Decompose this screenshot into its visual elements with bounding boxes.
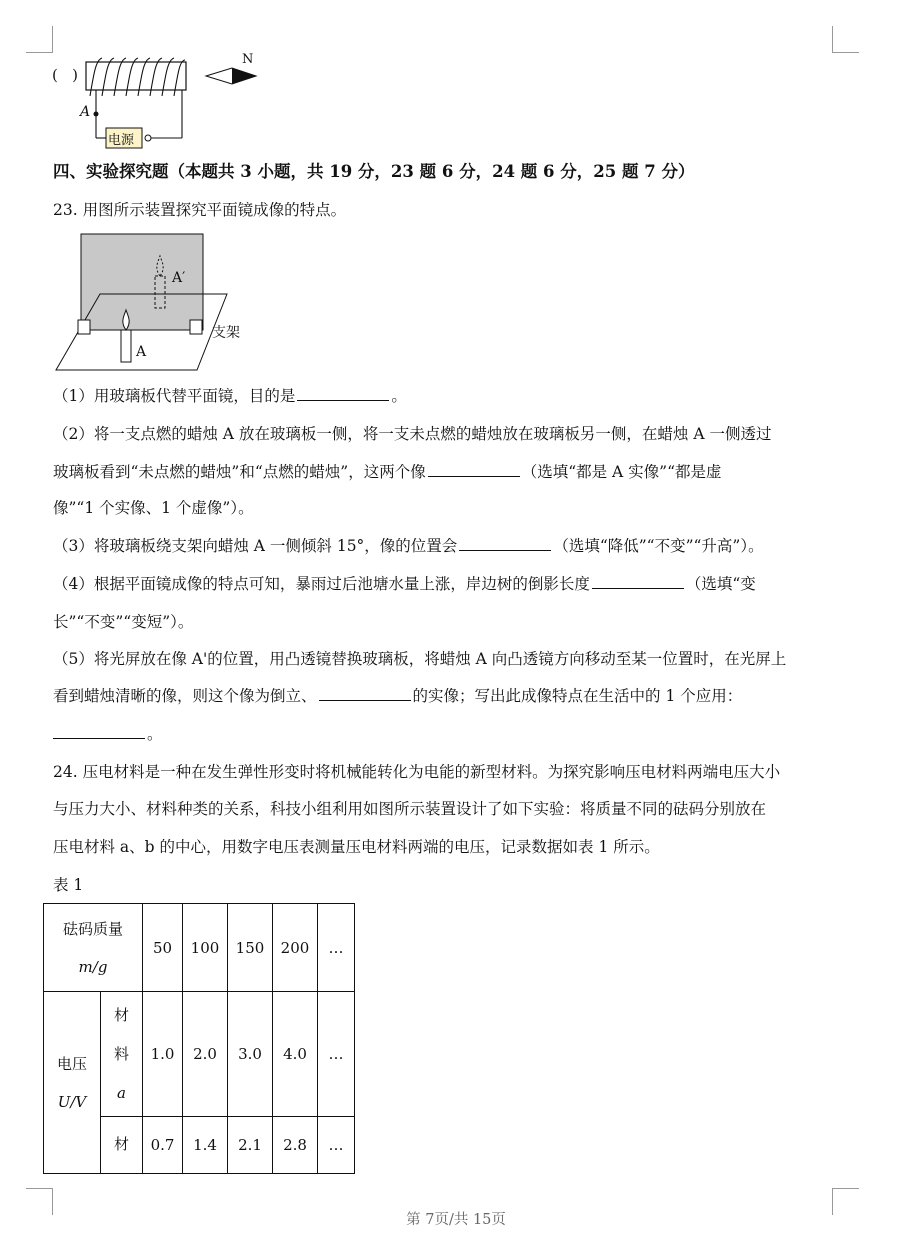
- voltage-b-cell: 0.7: [143, 1117, 183, 1174]
- voltage-b-cell: …: [318, 1117, 355, 1174]
- plane-mirror-figure: [54, 232, 264, 372]
- material-a-cell: 材 料 a: [101, 992, 143, 1117]
- answer-paren: ( ): [52, 66, 79, 84]
- answer-blank-1[interactable]: [297, 386, 389, 401]
- q23-part2-line1: （2）将一支点燃的蜡烛 A 放在玻璃板一侧，将一支未点燃的蜡烛放在玻璃板另一侧，在蜡烛 A 一侧透过: [53, 425, 772, 443]
- q23-part3: （3）将玻璃板绕支架向蜡烛 A 一侧倾斜 15°，像的位置会 （选填“降低”“不变”“升高”）。: [53, 537, 764, 555]
- voltage-a-cell: 3.0: [228, 992, 273, 1117]
- data-table: [43, 903, 355, 1174]
- q23-part2-line2: 玻璃板看到“未点燃的蜡烛”和“点燃的蜡烛”，这两个像 （选填“都是 A 实像”“都是虚: [53, 463, 722, 481]
- corner-mark-top-right: [832, 26, 859, 53]
- solenoid-diagram: [50, 52, 270, 152]
- q24-line1: 24. 压电材料是一种在发生弹性形变时将机械能转化为电能的新型材料。为探究影响压电材料两端电压大小: [53, 763, 781, 781]
- answer-blank-4[interactable]: [592, 574, 684, 589]
- answer-blank-5[interactable]: [319, 686, 411, 701]
- q24-line3: 压电材料 a、b 的中心，用数字电压表测量压电材料两端的电压，记录数据如表 1 所示。: [53, 838, 660, 856]
- mass-cell: 100: [183, 904, 228, 992]
- mass-cell: 200: [273, 904, 318, 992]
- q23-part2-line3: 像”“1 个实像、1 个虚像”）。: [53, 499, 254, 517]
- answer-blank-2[interactable]: [428, 462, 520, 477]
- table-caption: 表 1: [53, 876, 84, 894]
- answer-blank-3[interactable]: [459, 536, 551, 551]
- q23-part5-line1: （5）将光屏放在像 A'的位置，用凸透镜替换玻璃板，将蜡烛 A 向凸透镜方向移动至某一位置时，在光屏上: [53, 650, 787, 668]
- plane-mirror-diagram: [54, 232, 264, 372]
- q23-stem: 23. 用图所示装置探究平面镜成像的特点。: [53, 201, 347, 219]
- mass-cell: 50: [143, 904, 183, 992]
- q23-part1: （1）用玻璃板代替平面镜，目的是 。: [53, 387, 407, 405]
- stand-label: 支架: [212, 325, 240, 341]
- q23-part4-line1: （4）根据平面镜成像的特点可知，暴雨过后池塘水量上涨，岸边树的倒影长度 （选填“变: [53, 575, 756, 593]
- material-b-cell: 材: [101, 1117, 143, 1174]
- power-source-label: 电源: [108, 133, 135, 148]
- voltage-b-cell: 2.1: [228, 1117, 273, 1174]
- corner-mark-top-left: [26, 26, 53, 53]
- terminal-A-label: A: [80, 104, 91, 120]
- page-footer: 第 7页/共 15页: [406, 1212, 506, 1228]
- north-pole-label: N: [242, 52, 254, 67]
- section-heading: 四、实验探究题（本题共 3 小题，共 19 分，23 题 6 分，24 题 6 分，25 题 7 分）: [53, 162, 695, 181]
- voltage-b-cell: 2.8: [273, 1117, 318, 1174]
- voltage-header-cell: 电压 U/V: [44, 992, 101, 1174]
- voltage-a-cell: 4.0: [273, 992, 318, 1117]
- mass-header-cell: 砝码质量 m/g: [44, 904, 143, 992]
- mass-cell: 150: [228, 904, 273, 992]
- voltage-a-cell: …: [318, 992, 355, 1117]
- q23-part5-line3: 。: [53, 724, 163, 744]
- voltage-a-cell: 2.0: [183, 992, 228, 1117]
- candle-A-label: A: [136, 344, 147, 360]
- answer-blank-6[interactable]: [53, 724, 145, 739]
- voltage-a-cell: 1.0: [143, 992, 183, 1117]
- solenoid-figure: [50, 52, 270, 152]
- mass-cell: …: [318, 904, 355, 992]
- image-A-prime-label: A′: [172, 270, 186, 286]
- q24-line2: 与压力大小、材料种类的关系，科技小组利用如图所示装置设计了如下实验：将质量不同的砝码分别放在: [53, 800, 767, 818]
- q23-part5-line2: 看到蜡烛清晰的像，则这个像为倒立、 的实像；写出此成像特点在生活中的 1 个应用：: [53, 687, 743, 705]
- voltage-b-cell: 1.4: [183, 1117, 228, 1174]
- q23-part4-line2: 长”“不变”“变短”）。: [53, 613, 194, 631]
